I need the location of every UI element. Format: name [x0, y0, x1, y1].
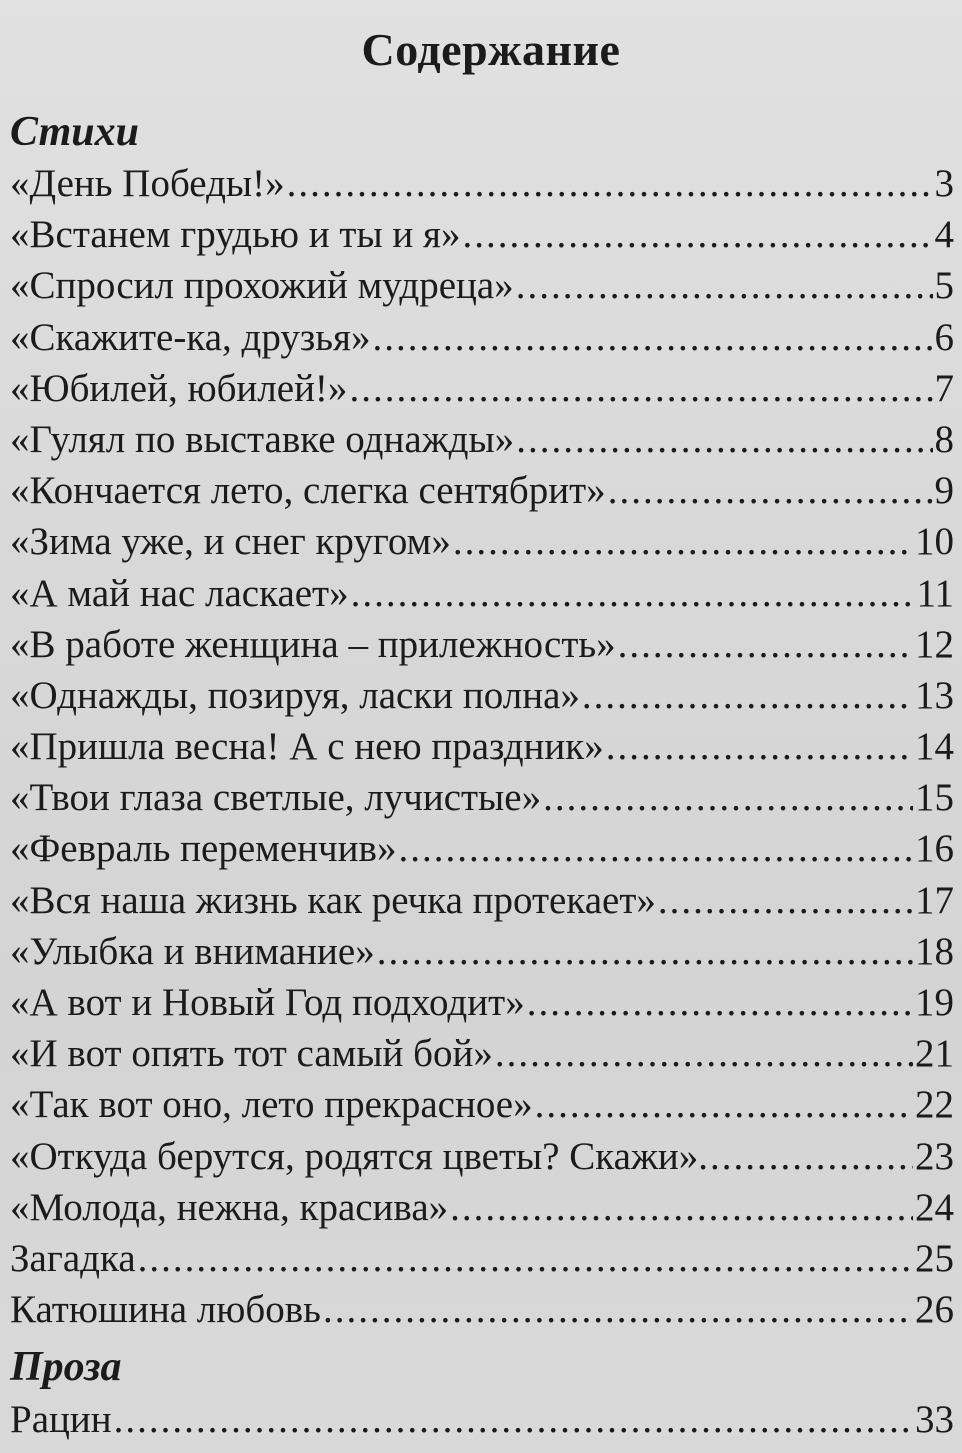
- section-heading-poems: Стихи: [10, 109, 139, 155]
- toc-entry-title: «Кончается лето, слегка сентябрит»: [10, 469, 606, 513]
- toc-entry-title: «Молода, нежна, красива»: [10, 1185, 449, 1229]
- toc-entry-title: Загадка: [10, 1236, 136, 1280]
- toc-entry-title: «Однажды, позируя, ласки полна»: [10, 673, 580, 717]
- toc-entry-title: «Юбилей, юбилей!»: [10, 366, 348, 410]
- toc-entry-page: 23: [915, 1134, 954, 1178]
- toc-entry: [10, 772, 954, 823]
- toc-entry-page: 12: [915, 622, 954, 666]
- toc-entry: [10, 1131, 954, 1182]
- toc-entry-page: 22: [915, 1083, 954, 1127]
- dot-leader: [516, 414, 932, 465]
- toc-entry-page: 19: [915, 981, 954, 1024]
- toc-entry: [10, 977, 954, 1028]
- toc-entry: [10, 414, 954, 465]
- toc-entry-title: «Так вот оно, лето прекрасное»: [10, 1083, 533, 1127]
- dot-leader: [114, 1394, 913, 1445]
- dot-leader: [349, 363, 932, 414]
- toc-entry-page: 13: [915, 673, 954, 717]
- toc-entry-title: «Зима уже, и снег кругом»: [10, 520, 451, 564]
- toc-entry-title: «А май нас ласкает»: [10, 571, 349, 615]
- toc-entry: [10, 875, 954, 926]
- toc-entry: [10, 670, 954, 721]
- toc-entry-page: 10: [915, 520, 954, 564]
- dot-leader: [372, 312, 932, 363]
- toc-entry-title: Катюшина любовь: [10, 1288, 321, 1332]
- toc-entry: [10, 568, 954, 619]
- toc-entry: [10, 1284, 954, 1335]
- toc-entry-page: 26: [915, 1288, 954, 1332]
- dot-leader: [323, 1284, 913, 1335]
- toc-entry: [10, 1233, 954, 1284]
- dot-leader: [287, 158, 933, 209]
- toc-entry-title: «Скажите-ка, друзья»: [10, 315, 371, 359]
- toc-entry-page: 11: [916, 571, 954, 615]
- toc-entry-page: 14: [915, 725, 954, 769]
- dot-leader: [377, 926, 913, 977]
- toc-entry-page: 7: [934, 366, 954, 410]
- toc-entry-page: 17: [915, 878, 954, 922]
- toc-entry-title: «Спросил прохожий мудреца»: [10, 264, 514, 308]
- toc-entry: [10, 209, 954, 260]
- dot-leader: [618, 619, 913, 670]
- page-title: Содержание: [361, 24, 621, 75]
- dot-leader: [138, 1233, 913, 1284]
- toc-entry-page: 4: [934, 213, 954, 257]
- toc-entry-title: «Гулял по выставке однажды»: [10, 417, 515, 461]
- dot-leader: [516, 260, 933, 311]
- toc-entry: [10, 312, 954, 363]
- toc-entry-page: 18: [915, 929, 954, 973]
- dot-leader: [527, 977, 913, 1028]
- toc-entry-page: 25: [915, 1236, 954, 1280]
- toc-entry-title: Рацин: [10, 1398, 112, 1441]
- toc-entry: [10, 363, 954, 414]
- toc-entry-title: «В работе женщина – прилежность»: [10, 622, 616, 666]
- toc-entry: [10, 516, 954, 567]
- toc-entry-title: «Встанем грудью и ты и я»: [10, 213, 461, 257]
- toc-entry: [10, 1182, 954, 1233]
- dot-leader: [398, 823, 913, 874]
- dot-leader: [462, 209, 932, 260]
- toc-entry-page: 5: [934, 264, 954, 308]
- toc-entry: [10, 1394, 954, 1445]
- dot-leader: [608, 465, 933, 516]
- toc-list-prose: [10, 1394, 954, 1445]
- toc-entry: [10, 1028, 954, 1079]
- toc-entry-title: «Откуда берутся, родятся цветы? Скажи».: [10, 1134, 709, 1178]
- toc-entry-title: «Вся наша жизнь как речка протекает»: [10, 878, 656, 922]
- toc-entry-title: «Пришла весна! А с нею праздник»: [10, 725, 604, 769]
- toc-entry: [10, 1079, 954, 1130]
- toc-entry: [10, 721, 954, 772]
- dot-leader: [351, 568, 915, 619]
- toc-entry-title: «День Победы!»: [10, 162, 285, 205]
- toc-entry-title: «Февраль переменчив»: [10, 827, 397, 871]
- dot-leader: [543, 772, 913, 823]
- toc-entry: [10, 260, 954, 311]
- toc-entry: [10, 926, 954, 977]
- toc-entry-page: 21: [915, 1032, 954, 1076]
- toc-entry-page: 15: [915, 776, 954, 820]
- toc-entry-title: «Твои глаза светлые, лучистые»: [10, 776, 542, 820]
- toc-entry-page: 24: [915, 1185, 954, 1229]
- dot-leader: [450, 1182, 913, 1233]
- toc-entry-page: 6: [934, 315, 954, 359]
- toc-entry-page: 16: [915, 827, 954, 871]
- toc-entry-page: 9: [934, 469, 954, 513]
- dot-leader: [710, 1131, 913, 1182]
- toc-entry-title: «И вот опять тот самый бой»: [10, 1032, 493, 1076]
- dot-leader: [453, 516, 913, 567]
- dot-leader: [606, 721, 913, 772]
- toc-entry-title: «Улыбка и внимание»: [10, 929, 375, 973]
- dot-leader: [582, 670, 913, 721]
- dot-leader: [658, 875, 913, 926]
- toc-entry: [10, 823, 954, 874]
- section-heading-prose: Проза: [10, 1344, 122, 1390]
- toc-entry: [10, 619, 954, 670]
- toc-entry-page: 3: [934, 162, 954, 205]
- toc-entry-title: «А вот и Новый Год подходит»: [10, 981, 525, 1024]
- toc-entry: [10, 465, 954, 516]
- toc-entry-page: 33: [915, 1398, 954, 1441]
- toc-entry-page: 8: [934, 417, 954, 461]
- toc-list-poems: [10, 158, 954, 1335]
- toc-entry: [10, 158, 954, 209]
- dot-leader: [535, 1079, 913, 1130]
- dot-leader: [495, 1028, 913, 1079]
